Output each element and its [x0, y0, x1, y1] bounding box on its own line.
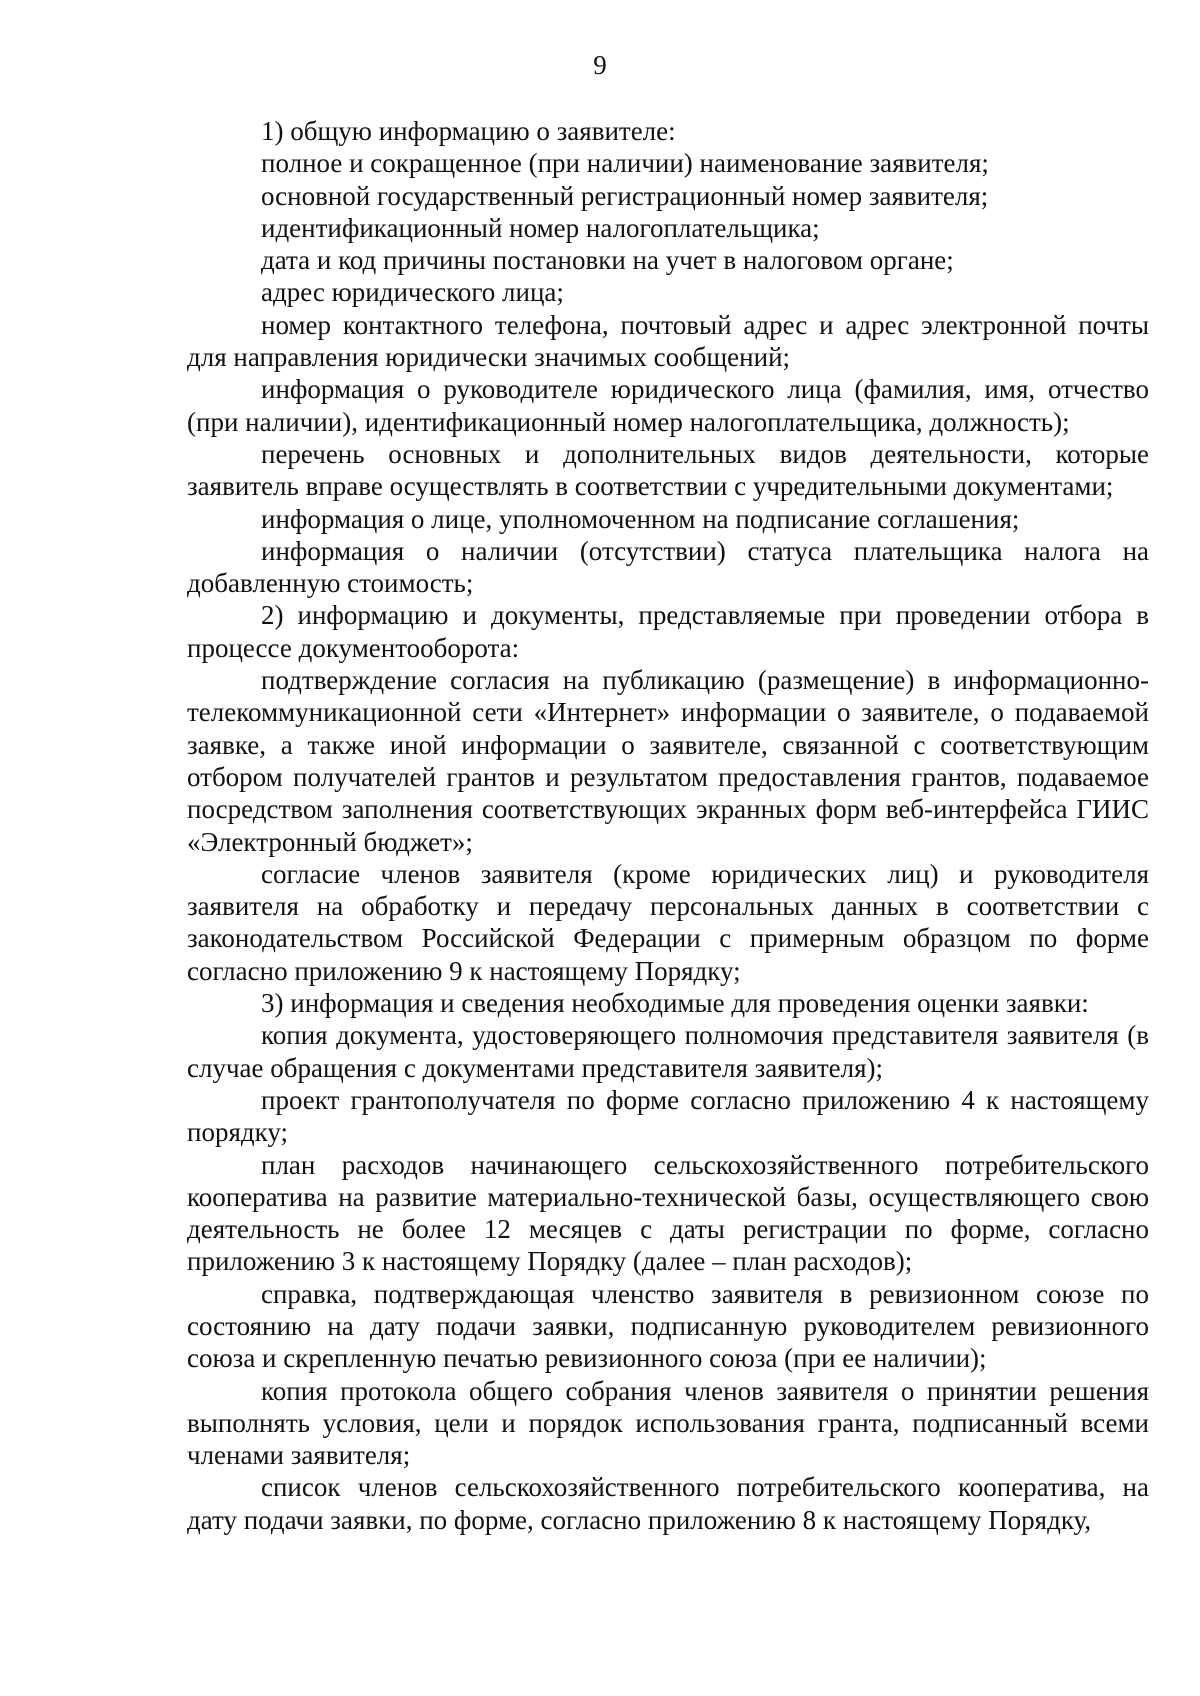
paragraph: 1) общую информацию о заявителе:: [261, 116, 676, 146]
page-number: 9: [593, 50, 607, 80]
paragraph: согласие членов заявителя (кроме юридических лиц) и руководителя заявителя на обработку и передачу персональных данных в соответствии с законодательством Российской Федерации с примерным образцом по форме согласно приложению 9 к настоящему Порядку;: [187, 858, 1149, 986]
paragraph: справка, подтверждающая членство заявителя в ревизионном союзе по состоянию на дату подачи заявки, подписанную руководителем ревизионного союза и скрепленную печатью ревизионного союза (при ее наличии);: [187, 1278, 1149, 1374]
paragraph: идентификационный номер налогоплательщика;: [261, 212, 820, 243]
paragraph: дата и код причины постановки на учет в налоговом органе;: [261, 245, 954, 276]
paragraph: подтверждение согласия на публикацию (размещение) в информационно-телекоммуникационной сети «Интернет» информации о заявителе, о подаваемой заявке, а также иной информации о заявителе, связанной с соответствующим отбором получателей грантов и результатом предоставления грантов, подаваемое посредством заполнения соответствующих экранных форм веб-интерфейса ГИИС «Электронный бюджет»;: [187, 665, 1149, 857]
paragraph: перечень основных и дополнительных видов деятельности, которые заявитель вправе осуществлять в соответствии с учредительными документами;: [187, 438, 1149, 502]
paragraph: информация о наличии (отсутствии) статуса плательщика налога на добавленную стоимость;: [187, 535, 1149, 599]
paragraph: проект грантополучателя по форме согласно приложению 4 к настоящему порядку;: [187, 1084, 1149, 1148]
document-body: [187, 115, 1149, 1536]
paragraph: копия документа, удостоверяющего полномочия представителя заявителя (в случае обращения с документами представителя заявителя);: [187, 1020, 1149, 1083]
paragraph: номер контактного телефона, почтовый адрес и адрес электронной почты для направления юридически значимых сообщений;: [187, 309, 1149, 373]
paragraph: информация о руководителе юридического лица (фамилия, имя, отчество (при наличии), идентификационный номер налогоплательщика, должность);: [187, 374, 1149, 437]
paragraph: информация о лице, уполномоченном на подписание соглашения;: [261, 503, 1020, 534]
paragraph: список членов сельскохозяйственного потребительского кооператива, на дату подачи заявки, по форме, согласно приложению 8 к настоящему Порядку,: [187, 1472, 1149, 1535]
paragraph: 3) информация и сведения необходимые для проведения оценки заявки:: [261, 988, 1089, 1019]
paragraph: адрес юридического лица;: [261, 277, 564, 308]
paragraph: копия протокола общего собрания членов заявителя о принятии решения выполнять условия, цели и порядок использования гранта, подписанный всеми членами заявителя;: [187, 1375, 1149, 1471]
paragraph: полное и сокращенное (при наличии) наименование заявителя;: [261, 148, 989, 179]
paragraph: основной государственный регистрационный номер заявителя;: [261, 180, 989, 211]
paragraph: план расходов начинающего сельскохозяйственного потребительского кооператива на развитие материально-технической базы, осуществляющего свою деятельность не более 12 месяцев с даты регистрации по форме, согласно приложению 3 к настоящему Порядку (далее – план расходов);: [187, 1149, 1149, 1277]
paragraph: 2) информацию и документы, представляемые при проведении отбора в процессе документооборота:: [187, 600, 1149, 663]
